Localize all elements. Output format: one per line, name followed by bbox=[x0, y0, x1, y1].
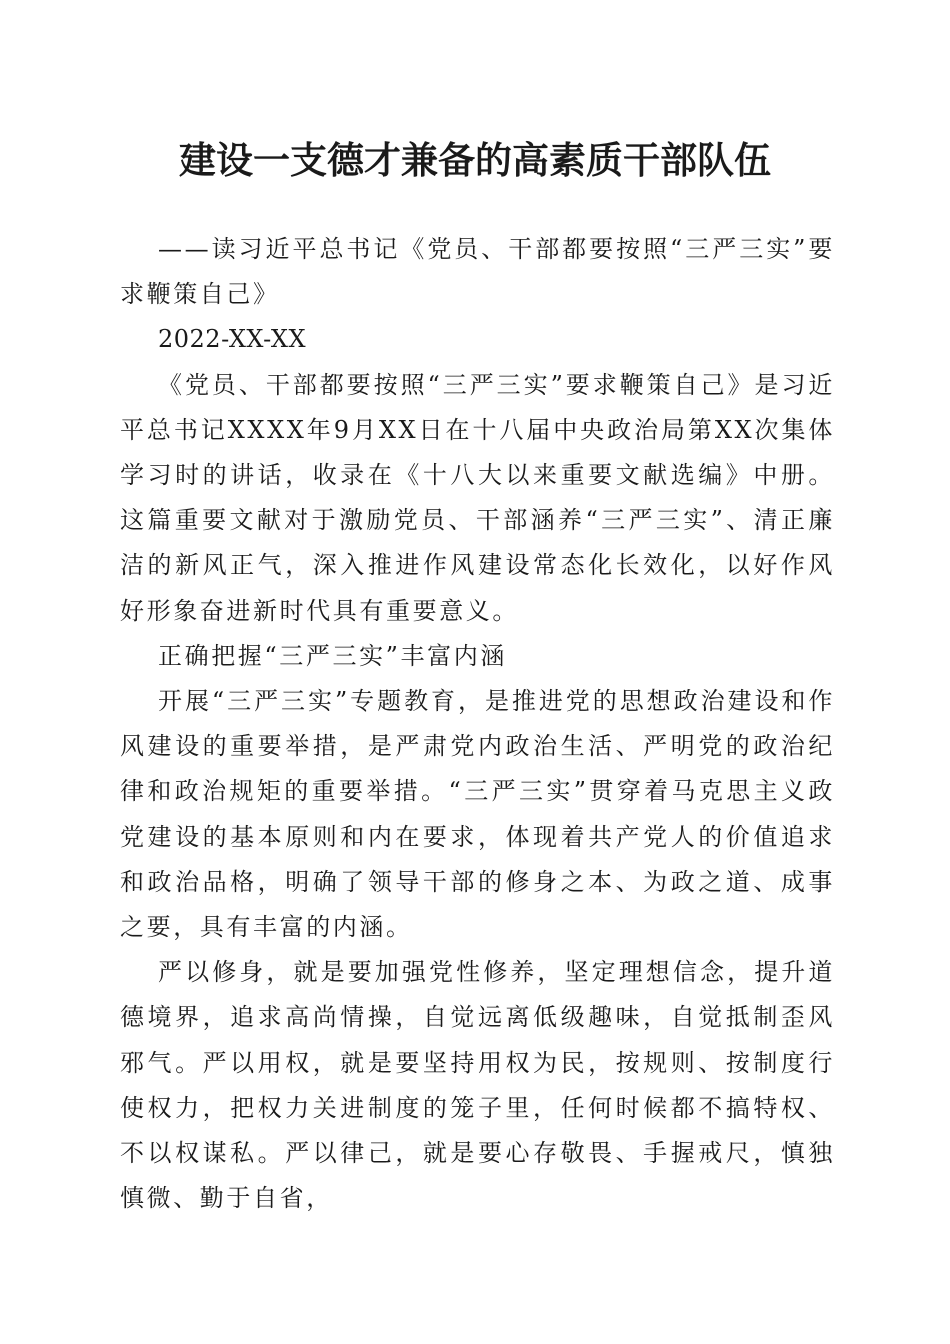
paragraph-connotation: 开展“三严三实”专题教育，是推进党的思想政治建设和作风建设的重要举措，是严肃党内政治生活、严明党的政治纪律和政治规矩的重要举措。“三严三实”贯穿着马克思主义政党建设的基本原则和内在要求，体现着共产党人的价值追求和政治品格，明确了领导干部的修身之本、为政之道、成事之要，具有丰富的内涵。 bbox=[120, 687, 835, 942]
section-heading: 正确把握“三严三实”丰富内涵 bbox=[158, 641, 507, 670]
document-body bbox=[120, 227, 835, 1221]
paragraph-intro: 《党员、干部都要按照“三严三实”要求鞭策自己》是习近平总书记XXXX年9月XX日在十八届中央政治局第XX次集体学习时的讲话，收录在《十八大以来重要文献选编》中册。这篇重要文献对于激励党员、干部涵养“三严三实”、清正廉洁的新风正气，深入推进作风建设常态化长效化，以好作风好形象奋进新时代具有重要意义。 bbox=[120, 370, 835, 625]
paragraph-three-stricts: 严以修身，就是要加强党性修养，坚定理想信念，提升道德境界，追求高尚情操，自觉远离低级趣味，自觉抵制歪风邪气。严以用权，就是要坚持用权为民，按规则、按制度行使权力，把权力关进制度的笼子里，任何时候都不搞特权、不以权谋私。严以律己，就是要心存敬畏、手握戒尺，慎独慎微、勤于自省， bbox=[120, 958, 835, 1213]
publish-date: 2022-XX-XX bbox=[158, 325, 307, 354]
subtitle: ——读习近平总书记《党员、干部都要按照“三严三实”要求鞭策自己》 bbox=[120, 235, 835, 309]
document-title: 建设一支德才兼备的高素质干部队伍 bbox=[179, 138, 771, 182]
